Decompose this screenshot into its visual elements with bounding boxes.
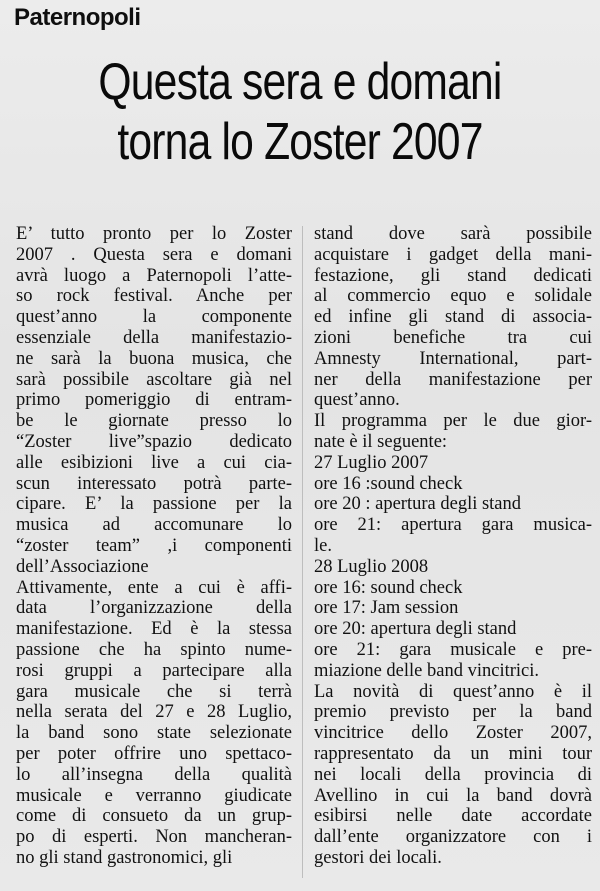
text-line: scun interessato potrà parte- xyxy=(16,473,292,494)
text-line: “Zoster live”spazio dedicato xyxy=(16,431,292,452)
text-line: cipare. E’ la passione per la xyxy=(16,494,292,515)
text-line: ore 16 :sound check xyxy=(314,473,463,494)
article-column-right xyxy=(314,224,592,869)
text-line: lo all’insegna della qualità xyxy=(16,764,292,785)
text-line: esibirsi nelle date accordate xyxy=(314,806,592,827)
text-line: miazione delle band vincitrici. xyxy=(314,660,539,681)
text-line: festazione, gli stand dedicati xyxy=(314,265,592,286)
text-line: data l’organizzazione della xyxy=(16,598,292,619)
text-line: 27 Luglio 2007 xyxy=(314,452,429,473)
text-line: 2007 . Questa sera e domani xyxy=(16,244,292,265)
text-line: per poter offrire uno spettaco- xyxy=(16,743,292,764)
section-kicker: Paternopoli xyxy=(14,4,141,31)
column-divider xyxy=(302,226,303,878)
text-line: essenziale della manifestazio- xyxy=(16,327,292,348)
text-line: rosi gruppi a partecipare alla xyxy=(16,660,292,681)
headline-line-2: torna lo Zoster 2007 xyxy=(117,113,483,171)
text-line: dell’Associazione xyxy=(16,556,149,577)
text-line: musicale e verranno giudicate xyxy=(16,785,292,806)
text-line: la band sono state selezionate xyxy=(16,723,292,744)
text-line: La novità di quest’anno è il xyxy=(314,681,592,702)
text-line: zioni benefiche tra cui xyxy=(314,327,592,348)
headline-line-1: Questa sera e domani xyxy=(98,53,502,111)
text-line: Amnesty International, part- xyxy=(314,348,592,369)
text-line: nate è il seguente: xyxy=(314,431,448,452)
text-line: gestori dei locali. xyxy=(314,847,442,868)
text-line: musica ad accomunare lo xyxy=(16,515,292,536)
text-line: E’ tutto pronto per lo Zoster xyxy=(16,224,292,244)
text-line: ore 21: apertura gara musica- xyxy=(314,515,592,536)
text-line: ore 20: apertura degli stand xyxy=(314,619,517,640)
text-line: ner della manifestazione per xyxy=(314,369,592,390)
text-line: passione che ha spinto nume- xyxy=(16,639,292,660)
text-line: ore 21: gara musicale e pre- xyxy=(314,639,592,660)
text-line: le. xyxy=(314,535,332,556)
text-line: avrà luogo a Paternopoli l’atte- xyxy=(16,265,292,286)
text-line: come di consueto da un grup- xyxy=(16,806,292,827)
text-line: alle esibizioni live a cui cia- xyxy=(16,452,292,473)
text-line: nei locali della provincia di xyxy=(314,764,592,785)
text-line: Il programma per le due gior- xyxy=(314,411,592,432)
text-line: ore 20 : apertura degli stand xyxy=(314,494,522,515)
text-line: 28 Luglio 2008 xyxy=(314,556,429,577)
text-line: al commercio equo e solidale xyxy=(314,286,592,307)
text-line: so rock festival. Anche per xyxy=(16,286,292,307)
text-line: dall’ente organizzatore con i xyxy=(314,827,592,848)
text-line: no gli stand gastronomici, gli xyxy=(16,847,233,868)
text-line: quest’anno la componente xyxy=(16,307,292,328)
text-line: acquistare i gadget della mani- xyxy=(314,244,592,265)
headline xyxy=(62,52,538,172)
text-line: sarà possibile ascoltare già nel xyxy=(16,369,292,390)
text-line: Attivamente, ente a cui è affi- xyxy=(16,577,292,598)
text-line: quest’anno. xyxy=(314,390,400,411)
text-line: stand dove sarà possibile xyxy=(314,224,592,244)
text-line: ne sarà la buona musica, che xyxy=(16,348,292,369)
article-column-left xyxy=(16,224,292,869)
text-line: premio previsto per la band xyxy=(314,702,592,723)
text-line: primo pomeriggio di entram- xyxy=(16,390,292,411)
text-line: gara musicale che si terrà xyxy=(16,681,292,702)
text-line: vincitrice dello Zoster 2007, xyxy=(314,723,592,744)
text-line: ed infine gli stand di associa- xyxy=(314,307,592,328)
text-line: po di esperti. Non mancheran- xyxy=(16,827,292,848)
text-line: ore 17: Jam session xyxy=(314,598,459,619)
text-line: ore 16: sound check xyxy=(314,577,463,598)
text-line: manifestazione. Ed è la stessa xyxy=(16,619,292,640)
text-line: Avellino in cui la band dovrà xyxy=(314,785,592,806)
text-line: be le giornate presso lo xyxy=(16,411,292,432)
text-line: “zoster team” ,i componenti xyxy=(16,535,292,556)
text-line: nella serata del 27 e 28 Luglio, xyxy=(16,702,292,723)
text-line: rappresentato da un mini tour xyxy=(314,743,592,764)
